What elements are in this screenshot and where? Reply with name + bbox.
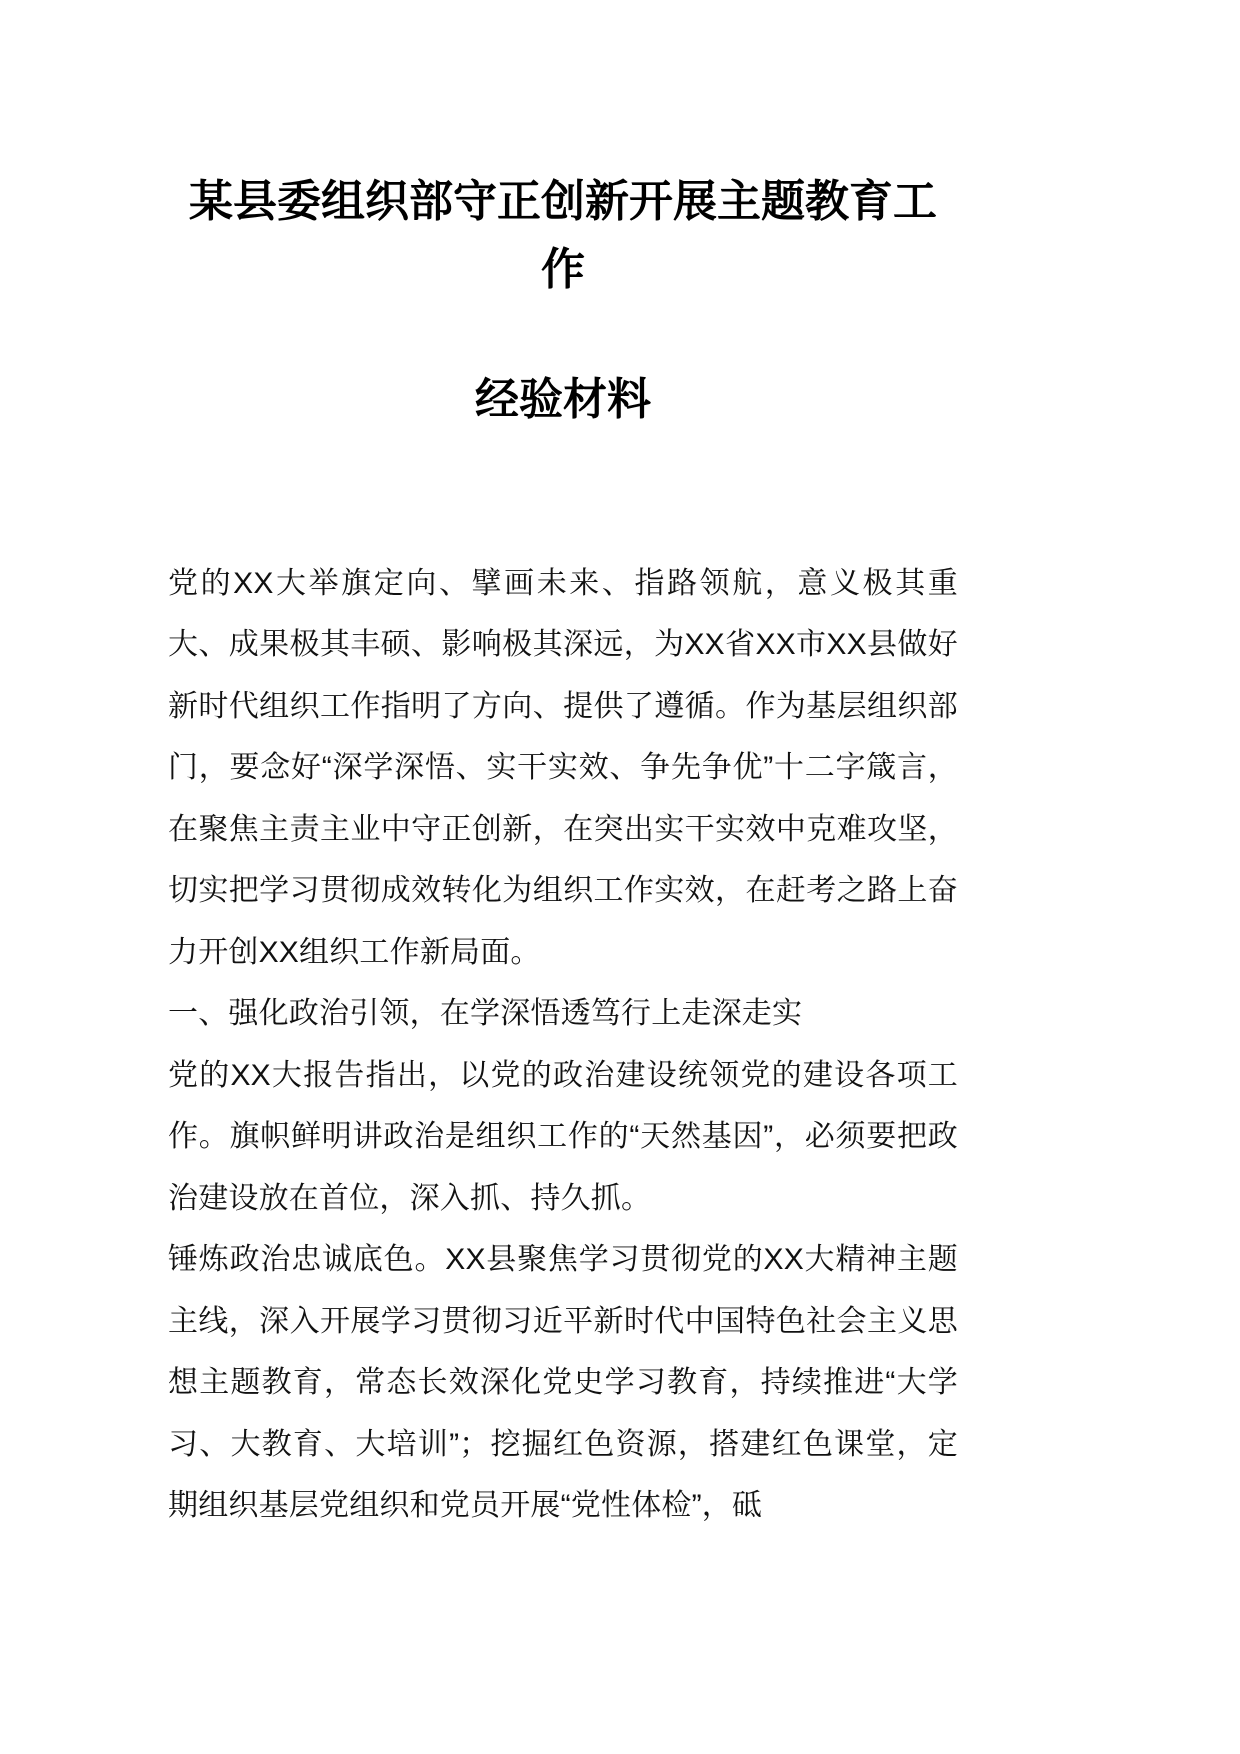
page-title-line-2: 经验材料	[475, 375, 651, 425]
page-title	[168, 0, 958, 435]
document-content	[168, 0, 958, 1537]
paragraph-intro: 党的XX大举旗定向、擘画未来、指路领航，意义极其重大、成果极其丰硕、影响极其深远，为XX省XX市XX县做好新时代组织工作指明了方向、提供了遵循。作为基层组织部门，要念好“深学深悟、实干实效、争先争优”十二字箴言，在聚焦主责主业中守正创新，在突出实干实效中克难攻坚，切实把学习贯彻成效转化为组织工作实效，在赶考之路上奋力开创XX组织工作新局面。	[168, 566, 958, 969]
section-heading-1: 一、强化政治引领，在学深悟透笃行上走深走实	[168, 997, 803, 1031]
paragraph-section-1-1: 党的XX大报告指出，以党的政治建设统领党的建设各项工作。旗帜鲜明讲政治是组织工作的“天然基因”，必须要把政治建设放在首位，深入抓、持久抓。	[168, 1058, 958, 1215]
document-paragraphs	[168, 553, 958, 1537]
paragraph-section-1-2: 锤炼政治忠诚底色。XX县聚焦学习贯彻党的XX大精神主题主线，深入开展学习贯彻习近平新时代中国特色社会主义思想主题教育，常态长效深化党史学习教育，持续推进“大学习、大教育、大培训”；挖掘红色资源，搭建红色课堂，定期组织基层党组织和党员开展“党性体检”，砥	[168, 1243, 958, 1523]
page-title-line-1: 某县委组织部守正创新开展主题教育工作	[189, 177, 937, 295]
